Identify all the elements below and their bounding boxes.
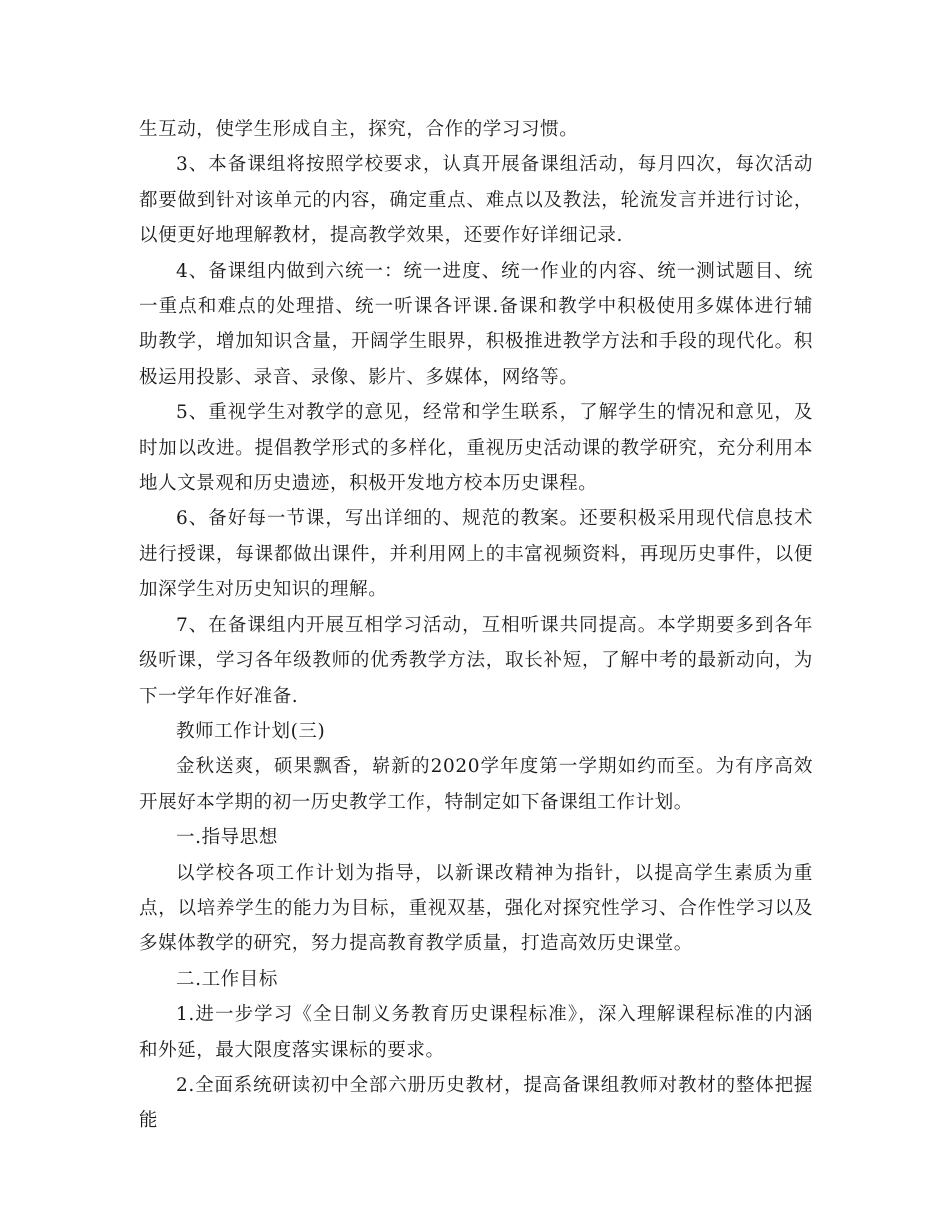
heading-work-goals: 二.工作目标	[176, 968, 278, 990]
goal-item-1: 1.进一步学习《全日制义务教育历史课程标准》，深入理解课程标准的内涵和外延，最大限度落实课标的要求。	[139, 1004, 813, 1061]
paragraph-item-4: 4、备课组内做到六统一：统一进度、统一作业的内容、统一测试题目、统一重点和难点的处理措、统一听课各评课.备课和教学中积极使用多媒体进行辅助教学，增加知识含量，开阔学生眼界，积极推进教学方法和手段的现代化。积极运用投影、录音、录像、影片、多媒体，网络等。	[139, 260, 813, 388]
guiding-thought-paragraph: 以学校各项工作计划为指导，以新课改精神为指针，以提高学生素质为重点，以培养学生的能力为目标，重视双基，强化对探究性学习、合作性学习以及多媒体教学的研究，努力提高教育教学质量，打造高效历史课堂。	[139, 862, 813, 955]
paragraph-1: 生互动，使学生形成自主，探究，合作的学习习惯。	[139, 119, 579, 140]
paragraph-item-5: 5、重视学生对教学的意见，经常和学生联系，了解学生的情况和意见，及时加以改进。提倡教学形式的多样化，重视历史活动课的教学研究，充分利用本地人文景观和历史遗迹，积极开发地方校本历史课程。	[139, 402, 813, 495]
paragraph-item-6: 6、备好每一节课，写出详细的、规范的教案。还要积极采用现代信息技术进行授课，每课都做出课件，并利用网上的丰富视频资料，再现历史事件，以便加深学生对历史知识的理解。	[139, 508, 813, 601]
heading-guiding-thought: 一.指导思想	[176, 827, 278, 849]
document-page	[139, 112, 813, 1139]
intro-paragraph: 金秋送爽，硕果飘香，崭新的2020学年度第一学期如约而至。为有序高效开展好本学期的初一历史教学工作，特制定如下备课组工作计划。	[139, 756, 813, 813]
paragraph-item-3: 3、本备课组将按照学校要求，认真开展备课组活动，每月四次，每次活动都要做到针对该单元的内容，确定重点、难点以及教法，轮流发言并进行讨论，以便更好地理解教材，提高教学效果，还要作好详细记录.	[139, 154, 813, 247]
goal-item-2: 2.全面系统研读初中全部六册历史教材，提高备课组教师对教材的整体把握能	[139, 1074, 813, 1132]
paragraph-item-7: 7、在备课组内开展互相学习活动，互相听课共同提高。本学期要多到各年级听课，学习各年级教师的优秀教学方法，取长补短，了解中考的最新动向，为下一学年作好准备.	[139, 614, 813, 707]
section-title: 教师工作计划(三)	[176, 720, 326, 742]
